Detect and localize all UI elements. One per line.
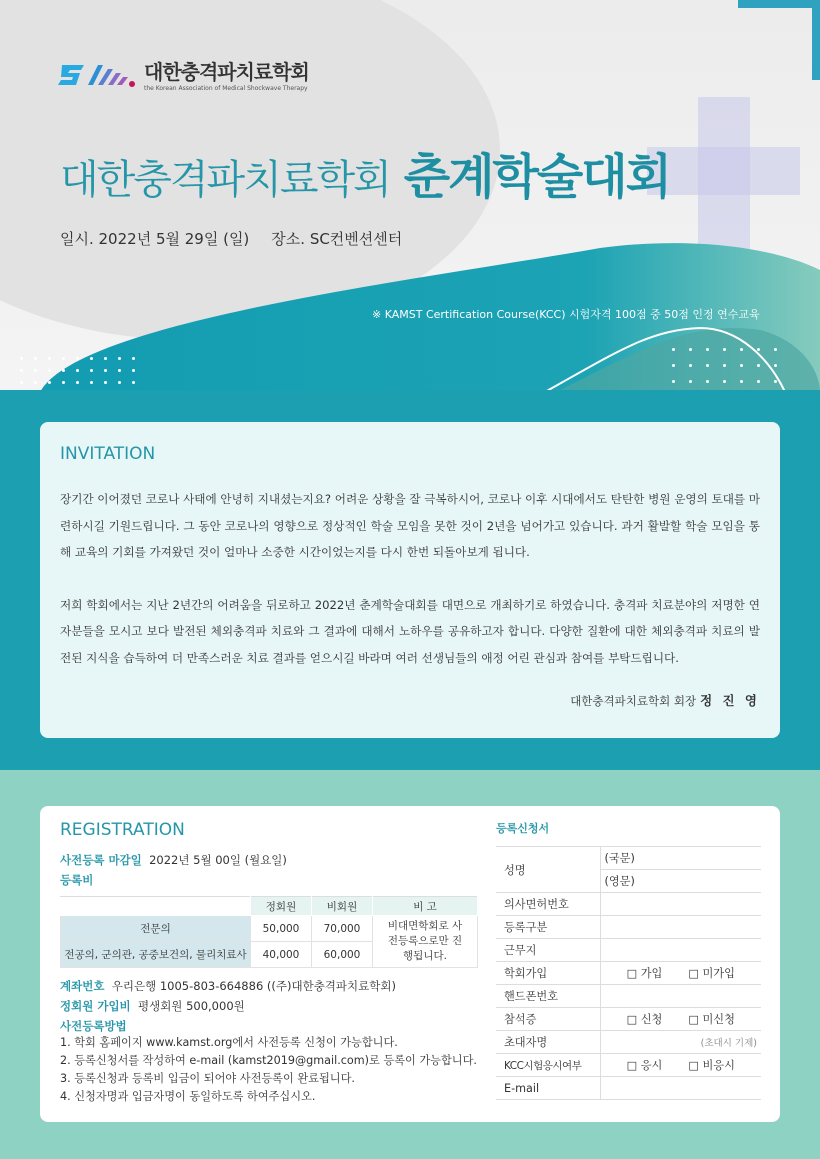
name-en-field[interactable]: (영문) [600,870,761,893]
registration-info [60,820,478,1106]
fee-nonmember: 70,000 [312,916,373,942]
attendance-label: 참석증 [496,1008,600,1031]
fee-label: 등록비 [60,873,94,887]
registration-card [40,806,780,1122]
list-item: 3. 등록신청과 등록비 입금이 되어야 사전등록이 완료됩니다. [60,1072,355,1085]
kcc-label: KCC시험응시여부 [496,1054,600,1077]
deadline-label: 사전등록 마감일 [60,853,142,867]
inviter-field[interactable]: (초대시 기제) [600,1031,761,1054]
logo [58,56,309,92]
membership-label: 학회가입 [496,962,600,985]
method-steps [60,1034,478,1106]
fee-table [60,896,478,968]
fee-remark: 비대면학회로 사전등록으로만 진행됩니다. [373,916,478,968]
fee-member: 40,000 [251,942,312,968]
kcc-yes-checkbox[interactable]: □ 응시 [626,1059,663,1072]
attendance-yes-checkbox[interactable]: □ 신청 [626,1013,663,1026]
invitation-paragraph: 장기간 이어졌던 코로나 사태에 안녕히 지내셨는지요? 어려운 상황을 잘 극복하시어, 코로나 이후 시대에서도 탄탄한 병원 운영의 토대를 마련하시길 기원드립니다. 그 동안 코로나의 영향으로 정상적인 학술 모임을 못한 것이 2년을 넘어가고 있습니다. 과거 활발할 학술 모임을 통해 교육의 기회를 가져왔던 것이 얼마나 소중한 시간이었는지를 다시 한번 되돌아보게 됩니다. [60,492,760,559]
license-label: 의사면허번호 [496,893,600,916]
fee-category: 전공의, 군의관, 공중보건의, 물리치료사 [61,942,251,968]
list-item: 1. 학회 홈페이지 www.kamst.org에서 사전등록 신청이 가능합니다. [60,1036,398,1049]
poster-header [0,0,820,392]
logo-mark-icon [58,59,136,89]
category-label: 등록구분 [496,916,600,939]
account-value: 우리은행 1005-803-664886 ((주)대한충격파치료학회) [111,979,396,993]
fee-header: 비회원 [312,897,373,916]
fee-category: 전문의 [61,916,251,942]
method-label: 사전등록방법 [60,1019,127,1033]
signature-name: 정 진 영 [700,693,760,708]
email-field[interactable] [600,1077,761,1100]
membership-fee [60,998,478,1014]
name-label: 성명 [496,847,600,893]
page-title [60,138,670,207]
invitation-card [40,422,780,738]
certification-note: ※ KAMST Certification Course(KCC) 시험자격 100점 중 50점 인정 연수교육 [372,308,760,321]
deadline [60,852,478,868]
category-field[interactable] [600,916,761,939]
event-date: 일시. 2022년 5월 29일 (일) [60,230,250,248]
workplace-label: 근무지 [496,939,600,962]
signature-org: 대한충격파치료학회 회장 [570,694,697,708]
workplace-field[interactable] [600,939,761,962]
membership-yes-checkbox[interactable]: □ 가입 [626,967,663,980]
list-item: 2. 등록신청서를 작성하여 e-mail (kamst2019@gmail.com)로 등록이 가능합니다. [60,1054,477,1067]
fee-header: 비 고 [373,897,478,916]
form-table [496,846,761,1100]
invitation-title: INVITATION [60,444,156,464]
invitation-paragraph: 저희 학회에서는 지난 2년간의 어려움을 뒤로하고 2022년 춘계학술대회를 대면으로 개최하기로 하였습니다. 충격파 치료분야의 저명한 연자분들을 모시고 보다 발전된 체외충격파 치료와 그 결과에 대해서 노하우를 공유하고자 합니다. 다양한 질환에 대한 체외충격파 치료의 발전된 지식을 습득하여 더 만족스러운 치료 결과를 얻으시길 바라며 여러 선생님들의 애정 어린 관심과 참여를 부탁드립니다. [60,597,760,665]
title-main: 대한충격파치료학회 [60,157,390,203]
name-ko-field[interactable]: (국문) [600,847,761,870]
signature [60,691,760,709]
account-label: 계좌번호 [60,979,105,993]
phone-field[interactable] [600,985,761,1008]
event-venue: 장소. SC컨벤션센터 [271,230,403,248]
fee-header: 정회원 [251,897,312,916]
dot-pattern [20,357,135,384]
corner-frame [738,0,820,80]
registration-title: REGISTRATION [60,820,185,840]
title-emphasis: 춘계학술대회 [403,149,670,205]
dot-pattern [672,348,777,383]
license-field[interactable] [600,893,761,916]
membership-value: 평생회원 500,000원 [137,999,245,1013]
fee-nonmember: 60,000 [312,942,373,968]
list-item: 4. 신청자명과 입금자명이 동일하도록 하여주십시오. [60,1090,316,1103]
account [60,978,478,994]
registration-form [496,820,761,1100]
logo-name-ko: 대한충격파치료학회 [144,60,309,84]
logo-name-en: the Korean Association of Medical Shockwave Therapy [144,85,308,92]
kcc-no-checkbox[interactable]: □ 비응시 [688,1059,735,1072]
form-title: 등록신청서 [496,822,550,835]
fee-member: 50,000 [251,916,312,942]
table-row [61,916,478,942]
phone-label: 핸드폰번호 [496,985,600,1008]
deadline-value: 2022년 5월 00일 (월요일) [149,853,287,867]
membership-no-checkbox[interactable]: □ 미가입 [688,967,735,980]
fee-header [61,897,251,916]
membership-label: 정회원 가입비 [60,999,131,1013]
inviter-label: 초대자명 [496,1031,600,1054]
attendance-no-checkbox[interactable]: □ 미신청 [688,1013,735,1026]
email-label: E-mail [496,1077,600,1100]
